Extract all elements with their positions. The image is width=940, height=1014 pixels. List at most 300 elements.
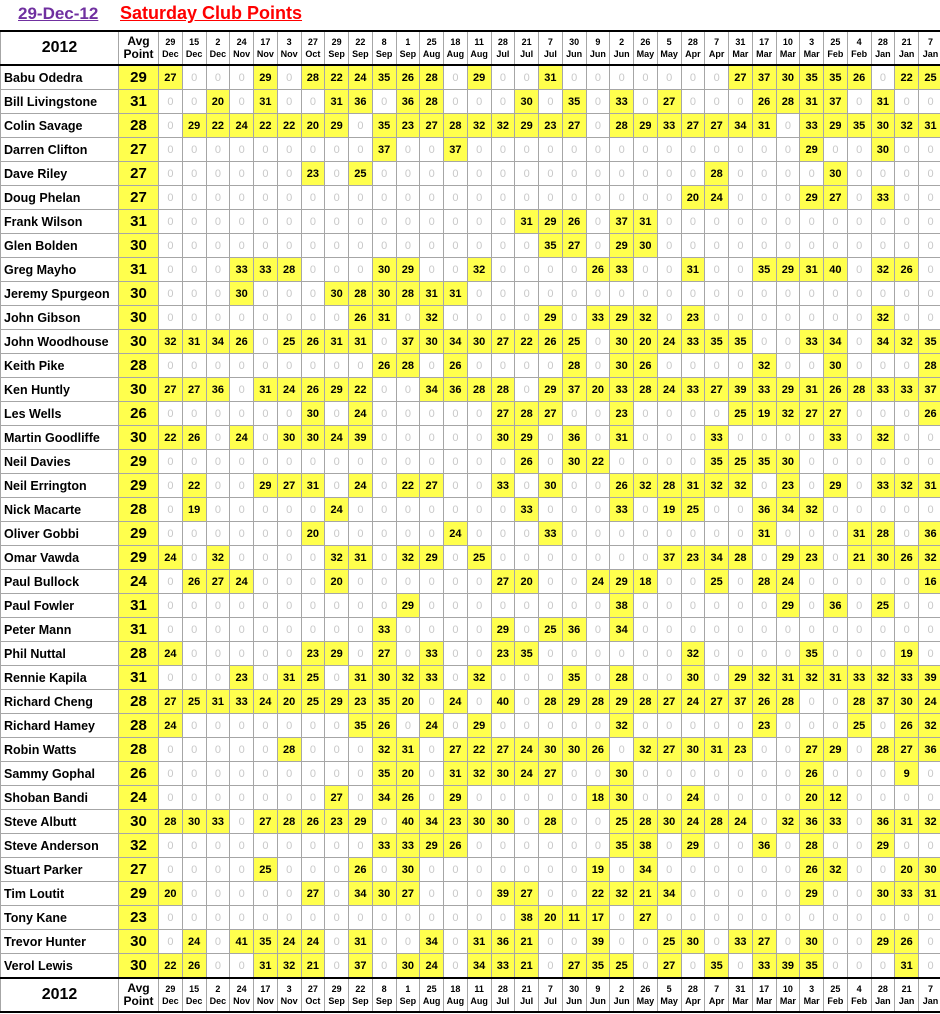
points-cell: 0	[206, 138, 230, 162]
points-cell: 0	[657, 162, 681, 186]
table-row	[1, 594, 940, 618]
points-cell: 28	[634, 378, 658, 402]
points-cell: 35	[372, 762, 396, 786]
points-cell: 35	[705, 330, 729, 354]
points-cell: 29	[515, 426, 539, 450]
points-cell: 35	[586, 954, 610, 979]
points-cell: 23	[729, 738, 753, 762]
points-cell: 0	[301, 834, 325, 858]
points-cell: 0	[847, 882, 871, 906]
points-cell: 0	[800, 234, 824, 258]
points-cell: 0	[705, 594, 729, 618]
points-cell: 25	[610, 954, 634, 979]
points-cell: 0	[847, 402, 871, 426]
points-cell: 31	[847, 522, 871, 546]
points-cell: 0	[301, 450, 325, 474]
points-cell: 32	[800, 666, 824, 690]
points-cell: 0	[776, 738, 800, 762]
points-cell: 0	[420, 858, 444, 882]
points-cell: 21	[515, 954, 539, 979]
points-cell: 32	[467, 762, 491, 786]
points-cell: 0	[325, 930, 349, 954]
points-cell: 37	[372, 138, 396, 162]
points-cell: 0	[301, 546, 325, 570]
date-header	[705, 978, 729, 1012]
points-cell: 0	[206, 498, 230, 522]
points-cell: 24	[230, 426, 254, 450]
points-cell: 0	[705, 714, 729, 738]
points-cell: 30	[372, 282, 396, 306]
points-cell: 0	[824, 306, 848, 330]
points-cell: 0	[206, 282, 230, 306]
points-cell: 0	[206, 354, 230, 378]
points-cell: 0	[776, 786, 800, 810]
points-cell: 0	[467, 906, 491, 930]
date-day: 11	[474, 37, 484, 47]
points-cell: 0	[847, 762, 871, 786]
points-cell: 0	[230, 594, 254, 618]
points-cell: 0	[230, 138, 254, 162]
points-cell: 0	[705, 210, 729, 234]
date-month: Jan	[898, 49, 915, 59]
points-cell: 0	[634, 714, 658, 738]
table-row	[1, 738, 940, 762]
points-cell: 0	[539, 642, 563, 666]
points-cell: 0	[681, 138, 705, 162]
table-row	[1, 618, 940, 642]
points-cell: 0	[301, 210, 325, 234]
points-cell: 36	[919, 522, 940, 546]
avg-point: 30	[119, 330, 159, 354]
points-cell: 0	[230, 306, 254, 330]
date-day: 21	[521, 37, 532, 47]
points-cell: 0	[230, 378, 254, 402]
table-row	[1, 882, 940, 906]
date-day: 29	[165, 37, 176, 47]
points-cell: 24	[159, 546, 183, 570]
points-cell: 25	[562, 330, 586, 354]
points-cell: 24	[586, 570, 610, 594]
table-row	[1, 690, 940, 714]
points-cell: 0	[349, 234, 373, 258]
points-cell: 0	[657, 714, 681, 738]
points-cell: 0	[182, 282, 206, 306]
year-label: 2012	[1, 978, 119, 1012]
player-name: Doug Phelan	[1, 186, 119, 210]
points-cell: 0	[254, 594, 278, 618]
table-row	[1, 546, 940, 570]
points-cell: 0	[705, 642, 729, 666]
points-cell: 0	[159, 906, 183, 930]
points-cell: 0	[159, 738, 183, 762]
date-header	[206, 978, 230, 1012]
points-cell: 28	[444, 114, 468, 138]
points-cell: 31	[325, 90, 349, 114]
points-cell: 0	[467, 282, 491, 306]
points-cell: 32	[919, 546, 940, 570]
points-cell: 24	[444, 522, 468, 546]
date-day: 22	[355, 37, 366, 47]
points-cell: 36	[871, 810, 895, 834]
points-cell: 39	[349, 426, 373, 450]
date-day: 21	[901, 984, 912, 994]
points-cell: 25	[729, 450, 753, 474]
points-cell: 0	[752, 618, 776, 642]
points-cell: 0	[444, 258, 468, 282]
points-cell: 24	[515, 738, 539, 762]
points-cell: 0	[230, 498, 254, 522]
points-cell: 0	[206, 834, 230, 858]
date-header	[372, 31, 396, 65]
points-cell: 0	[182, 450, 206, 474]
points-cell: 0	[824, 930, 848, 954]
points-cell: 0	[705, 498, 729, 522]
points-cell: 0	[206, 306, 230, 330]
points-cell: 34	[634, 858, 658, 882]
points-cell: 26	[919, 402, 940, 426]
date-day: 29	[331, 37, 342, 47]
avg-point: 30	[119, 234, 159, 258]
report-date: 29-Dec-12	[18, 4, 99, 23]
points-cell: 33	[895, 882, 919, 906]
points-cell: 29	[800, 138, 824, 162]
points-cell: 0	[444, 426, 468, 450]
date-header	[254, 31, 278, 65]
points-cell: 0	[634, 282, 658, 306]
points-cell: 0	[657, 138, 681, 162]
points-cell: 0	[776, 162, 800, 186]
points-cell: 0	[491, 858, 515, 882]
avg-point: 30	[119, 810, 159, 834]
points-cell: 25	[729, 402, 753, 426]
points-cell: 0	[634, 498, 658, 522]
date-day: 1	[405, 37, 411, 47]
points-cell: 0	[847, 594, 871, 618]
points-cell: 30	[634, 234, 658, 258]
points-cell: 0	[277, 210, 301, 234]
points-cell: 0	[206, 666, 230, 690]
points-cell: 32	[277, 954, 301, 979]
points-cell: 0	[847, 426, 871, 450]
points-cell: 28	[776, 90, 800, 114]
points-cell: 29	[776, 378, 800, 402]
points-cell: 27	[539, 762, 563, 786]
date-day: 27	[307, 37, 318, 47]
points-cell: 28	[776, 690, 800, 714]
date-day: 22	[355, 984, 366, 994]
points-cell: 0	[610, 858, 634, 882]
points-cell: 22	[586, 450, 610, 474]
points-cell: 0	[562, 810, 586, 834]
date-month: Apr	[708, 996, 725, 1006]
points-cell: 25	[277, 330, 301, 354]
points-cell: 0	[230, 714, 254, 738]
points-cell: 0	[206, 210, 230, 234]
points-cell: 0	[657, 762, 681, 786]
points-cell: 0	[919, 594, 940, 618]
points-cell: 0	[159, 522, 183, 546]
points-cell: 30	[776, 450, 800, 474]
points-cell: 25	[539, 618, 563, 642]
table-row	[1, 65, 940, 90]
points-cell: 0	[657, 450, 681, 474]
points-cell: 0	[301, 306, 325, 330]
table-row	[1, 186, 940, 210]
points-cell: 0	[847, 90, 871, 114]
points-cell: 31	[349, 930, 373, 954]
points-cell: 0	[467, 90, 491, 114]
points-cell: 0	[847, 210, 871, 234]
date-header	[657, 978, 681, 1012]
points-cell: 29	[396, 594, 420, 618]
points-cell: 0	[182, 306, 206, 330]
points-cell: 0	[919, 786, 940, 810]
avg-point: 27	[119, 186, 159, 210]
points-cell: 0	[396, 450, 420, 474]
points-cell: 25	[301, 666, 325, 690]
points-cell: 33	[586, 306, 610, 330]
points-cell: 0	[467, 450, 491, 474]
points-cell: 0	[277, 858, 301, 882]
points-cell: 0	[729, 426, 753, 450]
points-cell: 27	[159, 65, 183, 90]
points-cell: 0	[729, 186, 753, 210]
points-cell: 0	[800, 282, 824, 306]
points-cell: 0	[729, 570, 753, 594]
points-cell: 0	[895, 786, 919, 810]
points-cell: 0	[254, 186, 278, 210]
table-row	[1, 330, 940, 354]
points-cell: 33	[610, 258, 634, 282]
points-cell: 0	[871, 858, 895, 882]
points-cell: 26	[301, 810, 325, 834]
points-cell: 0	[301, 498, 325, 522]
date-day: 17	[260, 37, 271, 47]
points-cell: 33	[871, 186, 895, 210]
date-day: 21	[901, 37, 912, 47]
points-cell: 27	[729, 65, 753, 90]
points-cell: 0	[230, 642, 254, 666]
points-cell: 0	[467, 786, 491, 810]
date-header	[277, 978, 301, 1012]
table-row	[1, 714, 940, 738]
date-header	[539, 978, 563, 1012]
points-cell: 0	[824, 282, 848, 306]
points-cell: 0	[824, 450, 848, 474]
points-cell: 32	[681, 642, 705, 666]
point-label: Point	[123, 994, 154, 1008]
points-cell: 0	[539, 570, 563, 594]
points-cell: 0	[230, 522, 254, 546]
points-cell: 0	[277, 618, 301, 642]
points-cell: 27	[752, 930, 776, 954]
points-cell: 31	[800, 378, 824, 402]
points-cell: 0	[396, 186, 420, 210]
points-cell: 26	[895, 714, 919, 738]
points-cell: 31	[752, 114, 776, 138]
points-cell: 0	[515, 858, 539, 882]
points-cell: 32	[634, 474, 658, 498]
points-cell: 22	[159, 426, 183, 450]
points-cell: 30	[610, 330, 634, 354]
points-cell: 29	[325, 378, 349, 402]
points-cell: 0	[539, 786, 563, 810]
points-cell: 0	[254, 522, 278, 546]
points-cell: 0	[182, 666, 206, 690]
points-cell: 0	[515, 834, 539, 858]
points-cell: 0	[729, 954, 753, 979]
points-cell: 0	[159, 402, 183, 426]
table-row	[1, 522, 940, 546]
points-cell: 0	[776, 210, 800, 234]
date-header	[254, 978, 278, 1012]
points-cell: 0	[325, 210, 349, 234]
points-cell: 0	[752, 426, 776, 450]
points-cell: 0	[491, 354, 515, 378]
points-cell: 0	[515, 786, 539, 810]
points-cell: 0	[325, 258, 349, 282]
points-cell: 28	[301, 65, 325, 90]
date-day: 21	[521, 984, 532, 994]
points-cell: 0	[800, 618, 824, 642]
points-cell: 0	[444, 186, 468, 210]
points-cell: 36	[206, 378, 230, 402]
points-cell: 37	[444, 138, 468, 162]
date-header	[230, 978, 254, 1012]
points-cell: 0	[254, 738, 278, 762]
points-cell: 0	[847, 570, 871, 594]
points-cell: 31	[871, 90, 895, 114]
date-month: Jul	[496, 49, 510, 59]
date-day: 7	[547, 984, 553, 994]
points-cell: 0	[254, 546, 278, 570]
points-cell: 36	[752, 834, 776, 858]
points-cell: 0	[349, 258, 373, 282]
points-cell: 0	[824, 618, 848, 642]
player-name: John Woodhouse	[1, 330, 119, 354]
points-cell: 37	[657, 546, 681, 570]
points-cell: 0	[657, 306, 681, 330]
points-cell: 0	[847, 642, 871, 666]
table-row	[1, 114, 940, 138]
points-cell: 0	[159, 186, 183, 210]
points-cell: 19	[586, 858, 610, 882]
points-cell: 0	[420, 762, 444, 786]
points-cell: 29	[824, 738, 848, 762]
date-day: 4	[856, 37, 862, 47]
points-cell: 0	[254, 762, 278, 786]
points-cell: 29	[562, 690, 586, 714]
points-cell: 0	[562, 162, 586, 186]
points-cell: 29	[420, 546, 444, 570]
date-day: 28	[687, 984, 698, 994]
points-cell: 0	[919, 906, 940, 930]
points-cell: 0	[349, 786, 373, 810]
points-cell: 0	[586, 714, 610, 738]
points-cell: 25	[705, 570, 729, 594]
report-title: Saturday Club Points	[120, 3, 303, 23]
points-cell: 29	[420, 834, 444, 858]
points-cell: 0	[515, 378, 539, 402]
date-day: 30	[569, 37, 580, 47]
player-name: Oliver Gobbi	[1, 522, 119, 546]
points-cell: 30	[824, 354, 848, 378]
points-cell: 0	[729, 282, 753, 306]
points-cell: 0	[895, 618, 919, 642]
date-header	[444, 31, 468, 65]
points-cell: 0	[800, 306, 824, 330]
points-cell: 0	[586, 666, 610, 690]
points-cell: 24	[705, 186, 729, 210]
points-cell: 31	[277, 666, 301, 690]
table-row	[1, 954, 940, 979]
points-cell: 27	[159, 378, 183, 402]
points-cell: 33	[254, 258, 278, 282]
table-row	[1, 498, 940, 522]
points-cell: 0	[515, 234, 539, 258]
points-cell: 0	[895, 234, 919, 258]
points-cell: 20	[325, 570, 349, 594]
table-row	[1, 834, 940, 858]
points-cell: 0	[491, 498, 515, 522]
points-cell: 28	[610, 666, 634, 690]
date-header	[420, 31, 444, 65]
points-cell: 30	[871, 546, 895, 570]
points-cell: 0	[301, 858, 325, 882]
points-cell: 0	[895, 354, 919, 378]
points-cell: 32	[396, 546, 420, 570]
date-month: Nov	[233, 49, 251, 59]
points-cell: 0	[634, 786, 658, 810]
points-cell: 0	[277, 786, 301, 810]
points-cell: 0	[539, 498, 563, 522]
points-cell: 0	[539, 450, 563, 474]
points-cell: 19	[657, 498, 681, 522]
points-cell: 0	[752, 474, 776, 498]
points-cell: 0	[206, 906, 230, 930]
points-cell: 0	[444, 594, 468, 618]
points-cell: 0	[372, 498, 396, 522]
points-cell: 30	[610, 354, 634, 378]
points-cell: 0	[657, 354, 681, 378]
avg-point-header	[119, 978, 159, 1012]
points-cell: 0	[562, 834, 586, 858]
date-month: Apr	[708, 49, 725, 59]
points-cell: 0	[610, 930, 634, 954]
date-header	[895, 978, 919, 1012]
points-cell: 30	[182, 810, 206, 834]
points-cell: 38	[515, 906, 539, 930]
points-cell: 27	[705, 378, 729, 402]
points-cell: 0	[776, 642, 800, 666]
points-cell: 0	[254, 714, 278, 738]
points-cell: 26	[562, 210, 586, 234]
points-cell: 0	[349, 522, 373, 546]
points-cell: 30	[491, 426, 515, 450]
points-cell: 31	[895, 954, 919, 979]
points-cell: 0	[657, 906, 681, 930]
points-cell: 0	[277, 570, 301, 594]
date-day: 29	[331, 984, 342, 994]
points-cell: 0	[182, 882, 206, 906]
points-cell: 0	[277, 882, 301, 906]
date-month: Sep	[328, 996, 345, 1006]
points-cell: 0	[301, 738, 325, 762]
date-month: Mar	[779, 996, 796, 1006]
points-cell: 0	[705, 65, 729, 90]
points-cell: 0	[491, 450, 515, 474]
points-cell: 0	[586, 114, 610, 138]
